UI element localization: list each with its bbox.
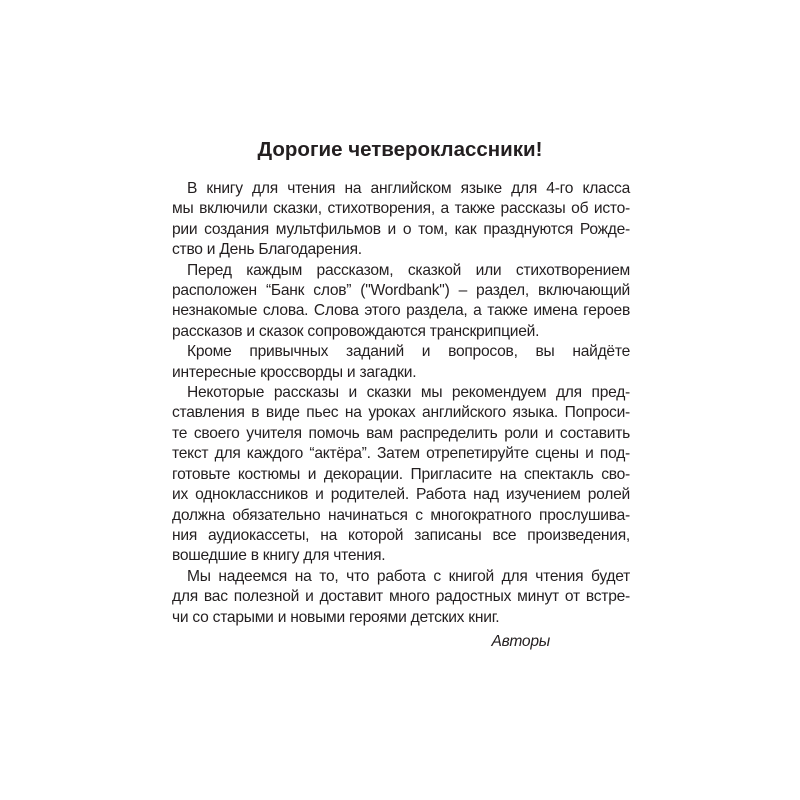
text-line: текст для каждого “актёра”. Затем отрепетируйте сцены и под- [172,445,630,463]
text-line: В книгу для чтения на английском языке для 4-го класса [187,180,630,197]
text-line: рии создания мультфильмов и о том, как празднуются Рожде- [172,220,630,238]
paragraph [172,383,630,567]
text-line: мы включили сказки, стихотворения, а также рассказы об исто- [172,200,630,218]
text-line: для вас полезной и доставит много радостных минут от встре- [172,588,630,606]
text-line: рассказов и сказок сопровождаются транскрипцией. [172,322,540,340]
body-text [172,179,630,652]
page-title: Дорогие четвероклассники! [257,138,543,161]
text-line: ния аудиокассеты, на которой записаны все произведения, [172,526,630,544]
text-line: ство и День Благодарения. [172,241,362,259]
text-line: те своего учителя помочь вам распределить роли и составить [172,424,630,442]
text-line: Кроме привычных заданий и вопросов, вы найдёте [187,343,630,361]
paragraph [172,342,630,383]
text-line: готовьте костюмы и декорации. Пригласите на спектакль сво- [172,465,630,483]
paragraph [172,261,630,343]
paragraphs [172,179,630,628]
text-line: ставления в виде пьес на уроках английского языка. Попроси- [172,404,630,422]
text-line: Мы надеемся на то, что работа с книгой для чтения будет [187,567,630,585]
paragraph [172,179,630,261]
text-line: вошедшие в книгу для чтения. [172,547,386,565]
text-line: их одноклассников и родителей. Работа над изучением ролей [172,486,630,504]
text-line: Некоторые рассказы и сказки мы рекомендуем для пред- [187,384,630,402]
text-line: интересные кроссворды и загадки. [172,363,417,381]
text-line: расположен “Банк слов” ("Wordbank") – раздел, включающий [172,282,630,300]
text-line: незнакомые слова. Слова этого раздела, а также имена героев [172,302,630,320]
text-line: должна обязательно начинаться с многократного прослушива- [172,506,630,524]
author-signature: Авторы [491,632,550,650]
text-line: чи со старыми и новыми героями детских книг. [172,608,500,626]
paragraph [172,567,630,628]
text-line: Перед каждым рассказом, сказкой или стихотворением [187,261,630,279]
